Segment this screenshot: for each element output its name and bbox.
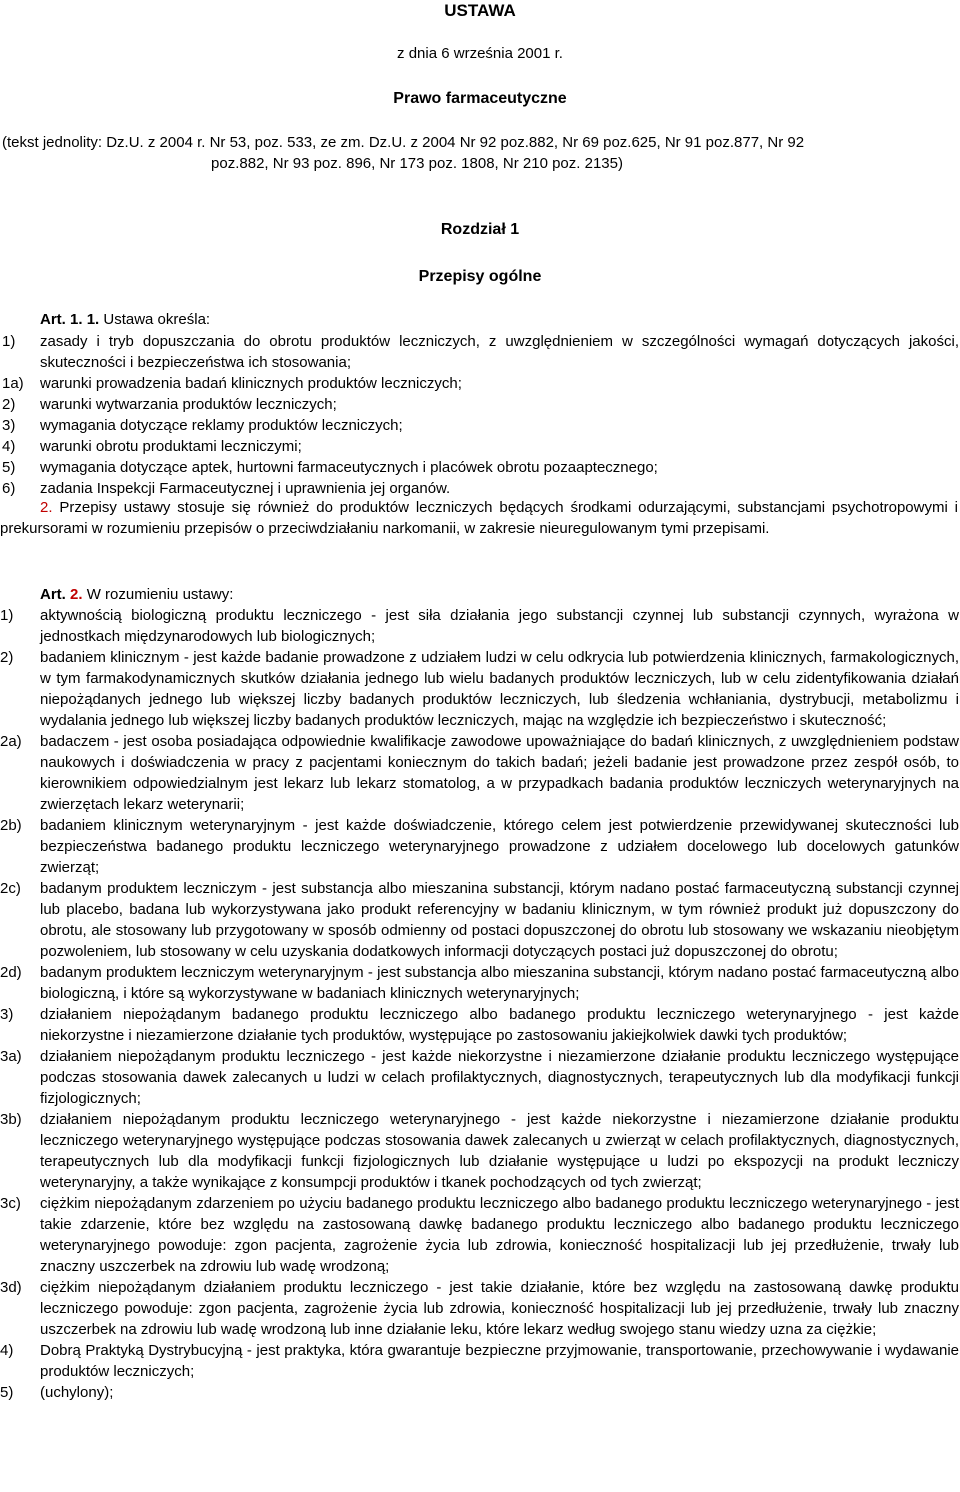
list-item-number: 2c) — [0, 880, 21, 897]
article-1-paragraph-2 — [0, 497, 958, 539]
article-2-list — [0, 605, 960, 1403]
list-item — [0, 394, 960, 415]
list-item-text: warunki wytwarzania produktów leczniczych; — [40, 396, 337, 413]
list-item-number: 2a) — [0, 733, 22, 750]
list-item — [0, 478, 960, 499]
list-item — [0, 962, 960, 1004]
list-item-number: 3c) — [0, 1195, 21, 1212]
list-item — [0, 457, 960, 478]
list-item-number: 2) — [2, 396, 16, 413]
article-1-para-num: 1. — [86, 311, 100, 328]
list-item-text: badaczem - jest osoba posiadająca odpowiednie kwalifikacje zawodowe upoważniające do badań klinicznych, z uwzględnieniem podstaw naukowych i doświadczenia w pracy z pacjentami koniecznym do takich badań; jeżeli badanie jest prowadzone przez zespół osób, to kierownikiem odpowiedzialnym jest lekarz lub lekarz stomatolog, a w przypadkach badania produktów leczniczych weterynaryjnych na zwierzętach lekarz weterynarii; — [40, 733, 959, 813]
list-item-text: wymagania dotyczące reklamy produktów leczniczych; — [40, 417, 403, 434]
article-1-list — [0, 331, 960, 499]
list-item-text: badaniem klinicznym - jest każde badanie prowadzone z udziałem ludzi w celu odkrycia lub potwierdzenia klinicznych, farmakologicznych, w tym farmakodynamicznych skutków działania jednego lub wielu badanych produktów leczniczych, lub w celu zidentyfikowania działań niepożądanych jednego lub większej liczby badanych produktów leczniczych, lub śledzenia wchłaniania, dystrybucji, metabolizmu i wydalania jednego lub większej liczby badanych produktów leczniczych, mając na względzie ich bezpieczeństwo i skuteczność; — [40, 649, 959, 729]
list-item — [0, 731, 960, 815]
list-item — [0, 1109, 960, 1193]
article-2-heading — [40, 584, 233, 605]
list-item — [0, 415, 960, 436]
list-item — [0, 815, 960, 878]
consolidated-line-2: poz.882, Nr 93 poz. 896, Nr 173 poz. 1808, Nr 210 poz. 2135) — [211, 155, 623, 172]
list-item-text: Dobrą Praktyką Dystrybucyjną - jest praktyka, która gwarantuje bezpieczne przyjmowanie, transportowanie, przechowywanie i wydawanie produktów leczniczych; — [40, 1342, 959, 1380]
list-item — [0, 878, 960, 962]
list-item-number: 4) — [2, 438, 16, 455]
list-item-text: aktywnością biologiczną produktu leczniczego - jest siła działania jego substancji czynnej lub substancji czynnych, wyrażona w jednostkach międzynarodowych lub biologicznych; — [40, 607, 959, 645]
article-1-para-2-text: Przepisy ustawy stosuje się również do produktów leczniczych będących środkami odurzającymi, substancjami psychotropowymi i prekursorami w rozumieniu przepisów o przeciwdziałaniu narkomanii, w zakresie nieuregulowanym tymi przepisami. — [0, 499, 958, 537]
article-1-para-2-num: 2. — [40, 499, 53, 516]
list-item — [0, 373, 960, 394]
article-1-label: Art. 1. — [40, 311, 83, 328]
list-item-number: 4) — [0, 1342, 14, 1359]
list-item-text: ciężkim niepożądanym zdarzeniem po użyciu badanego produktu leczniczego albo badanego produktu leczniczego weterynaryjnego - jest takie zdarzenie, które bez względu na zastosowaną dawkę badanego produktu leczniczego albo badanego produktu leczniczego weterynaryjnego powoduje: zgon pacjenta, zagrożenie życia lub zdrowia, konieczność hospitalizacji lub jej przedłużenie, trwały lub znaczny uszczerbek na zdrowiu lub wadę wrodzoną; — [40, 1195, 959, 1275]
list-item-text: działaniem niepożądanym badanego produktu leczniczego albo badanego produktu leczniczego weterynaryjnego - jest każde niekorzystne i niezamierzone działanie tych produktów, występujące po zastosowaniu jakiejkolwiek dawki tych produktów; — [40, 1006, 959, 1044]
list-item-number: 1) — [2, 333, 16, 350]
act-title: Prawo farmaceutyczne — [393, 90, 567, 107]
list-item — [0, 1382, 960, 1403]
list-item-text: warunki prowadzenia badań klinicznych produktów leczniczych; — [40, 375, 462, 392]
list-item-text: działaniem niepożądanym produktu leczniczego weterynaryjnego - jest każde niekorzystne i niezamierzone działanie produktu leczniczego weterynaryjnego występujące podczas stosowania dawek zalecanych u zwierząt w celach profilaktycznych, diagnostycznych, terapeutycznych lub dla modyfikacji funkcji fizjologicznych lub działanie występujące u ludzi po ekspozycji na produkt leczniczy weterynaryjny, a także wynikające z konsumpcji produktów i tkanek pochodzących od tych zwierząt; — [40, 1111, 959, 1191]
list-item-text: badanym produktem leczniczym weterynaryjnym - jest substancja albo mieszanina substancji, którym nadano postać farmaceutyczną albo biologiczną, i które są wykorzystywane w badaniach klinicznych weterynaryjnych; — [40, 964, 959, 1002]
article-1-heading — [40, 309, 210, 330]
list-item — [0, 1340, 960, 1382]
article-2-intro: W rozumieniu ustawy: — [86, 586, 234, 603]
list-item-number: 3a) — [0, 1048, 22, 1065]
list-item — [0, 436, 960, 457]
list-item-number: 6) — [2, 480, 16, 497]
list-item-text: badanym produktem leczniczym - jest substancja albo mieszanina substancji, którym nadano postać farmaceutyczną substancji czynnej lub placebo, badana lub wykorzystywana jako produkt referencyjny w badaniu klinicznym, w tym również produkt już dopuszczony do obrotu, ale stosowany lub przygotowany w sposób odmienny od postaci dopuszczonej do obrotu lub stosowany we wskazaniu nieobjętym pozwoleniem, lub stosowany w celu uzyskania dodatkowych informacji dotyczących postaci już dopuszczonej do obrotu; — [40, 880, 959, 960]
list-item-number: 1) — [0, 607, 14, 624]
list-item — [0, 331, 960, 373]
list-item-number: 3d) — [0, 1279, 22, 1296]
list-item — [0, 605, 960, 647]
list-item-number: 5) — [0, 1384, 14, 1401]
list-item-number: 3) — [2, 417, 16, 434]
article-1-intro: Ustawa określa: — [103, 311, 211, 328]
list-item — [0, 1277, 960, 1340]
list-item-text: badaniem klinicznym weterynaryjnym - jest każde doświadczenie, którego celem jest potwierdzenie przewidywanej skuteczności lub bezpieczeństwa badanego produktu leczniczego weterynaryjnego prowadzone z udziałem docelowego lub docelowych gatunków zwierząt; — [40, 817, 959, 876]
list-item-number: 3) — [0, 1006, 14, 1023]
list-item-number: 2b) — [0, 817, 22, 834]
list-item-number: 5) — [2, 459, 16, 476]
act-type-heading: USTAWA — [444, 1, 516, 20]
list-item-text: zadania Inspekcji Farmaceutycznej i uprawnienia jej organów. — [40, 480, 451, 497]
list-item-text: wymagania dotyczące aptek, hurtowni farmaceutycznych i placówek obrotu pozaaptecznego; — [40, 459, 658, 476]
act-date: z dnia 6 września 2001 r. — [397, 45, 563, 62]
list-item-text: warunki obrotu produktami leczniczymi; — [40, 438, 302, 455]
list-item-number: 1a) — [2, 375, 24, 392]
list-item-text: zasady i tryb dopuszczania do obrotu produktów leczniczych, z uwzględnieniem w szczególności wymagań dotyczących jakości, skuteczności i bezpieczeństwa ich stosowania; — [40, 333, 959, 371]
list-item — [0, 1004, 960, 1046]
list-item-text: (uchylony); — [40, 1384, 114, 1401]
article-2-label-num: 2. — [70, 586, 83, 603]
list-item — [0, 1193, 960, 1277]
list-item-text: działaniem niepożądanym produktu leczniczego - jest każde niekorzystne i niezamierzone działanie produktu leczniczego występujące podczas stosowania dawek zalecanych u ludzi w celach profilaktycznych, diagnostycznych, terapeutycznych lub dla modyfikacji funkcji fizjologicznych; — [40, 1048, 959, 1107]
list-item-number: 3b) — [0, 1111, 22, 1128]
list-item-number: 2d) — [0, 964, 22, 981]
list-item — [0, 1046, 960, 1109]
consolidated-text-note — [0, 132, 960, 174]
chapter-heading: Rozdział 1 — [440, 221, 520, 238]
list-item-number: 2) — [0, 649, 14, 666]
consolidated-line-1: (tekst jednolity: Dz.U. z 2004 r. Nr 53, poz. 533, ze zm. Dz.U. z 2004 Nr 92 poz.882, Nr 69 poz.625, Nr 91 poz.877, Nr 92 — [2, 134, 805, 151]
article-2-label: Art. — [40, 586, 66, 603]
chapter-title: Przepisy ogólne — [418, 268, 542, 285]
list-item — [0, 647, 960, 731]
list-item-text: ciężkim niepożądanym działaniem produktu leczniczego - jest takie działanie, które bez względu na zastosowaną dawkę produktu leczniczego powoduje: zgon pacjenta, zagrożenie życia lub zdrowia, konieczność hospitalizacji lub jej przedłużenie, trwały lub znaczny uszczerbek na zdrowiu lub wadę wrodzoną lub inne działanie leku, które lekarz według swojego stanu wiedzy uzna za ciężkie; — [40, 1279, 959, 1338]
